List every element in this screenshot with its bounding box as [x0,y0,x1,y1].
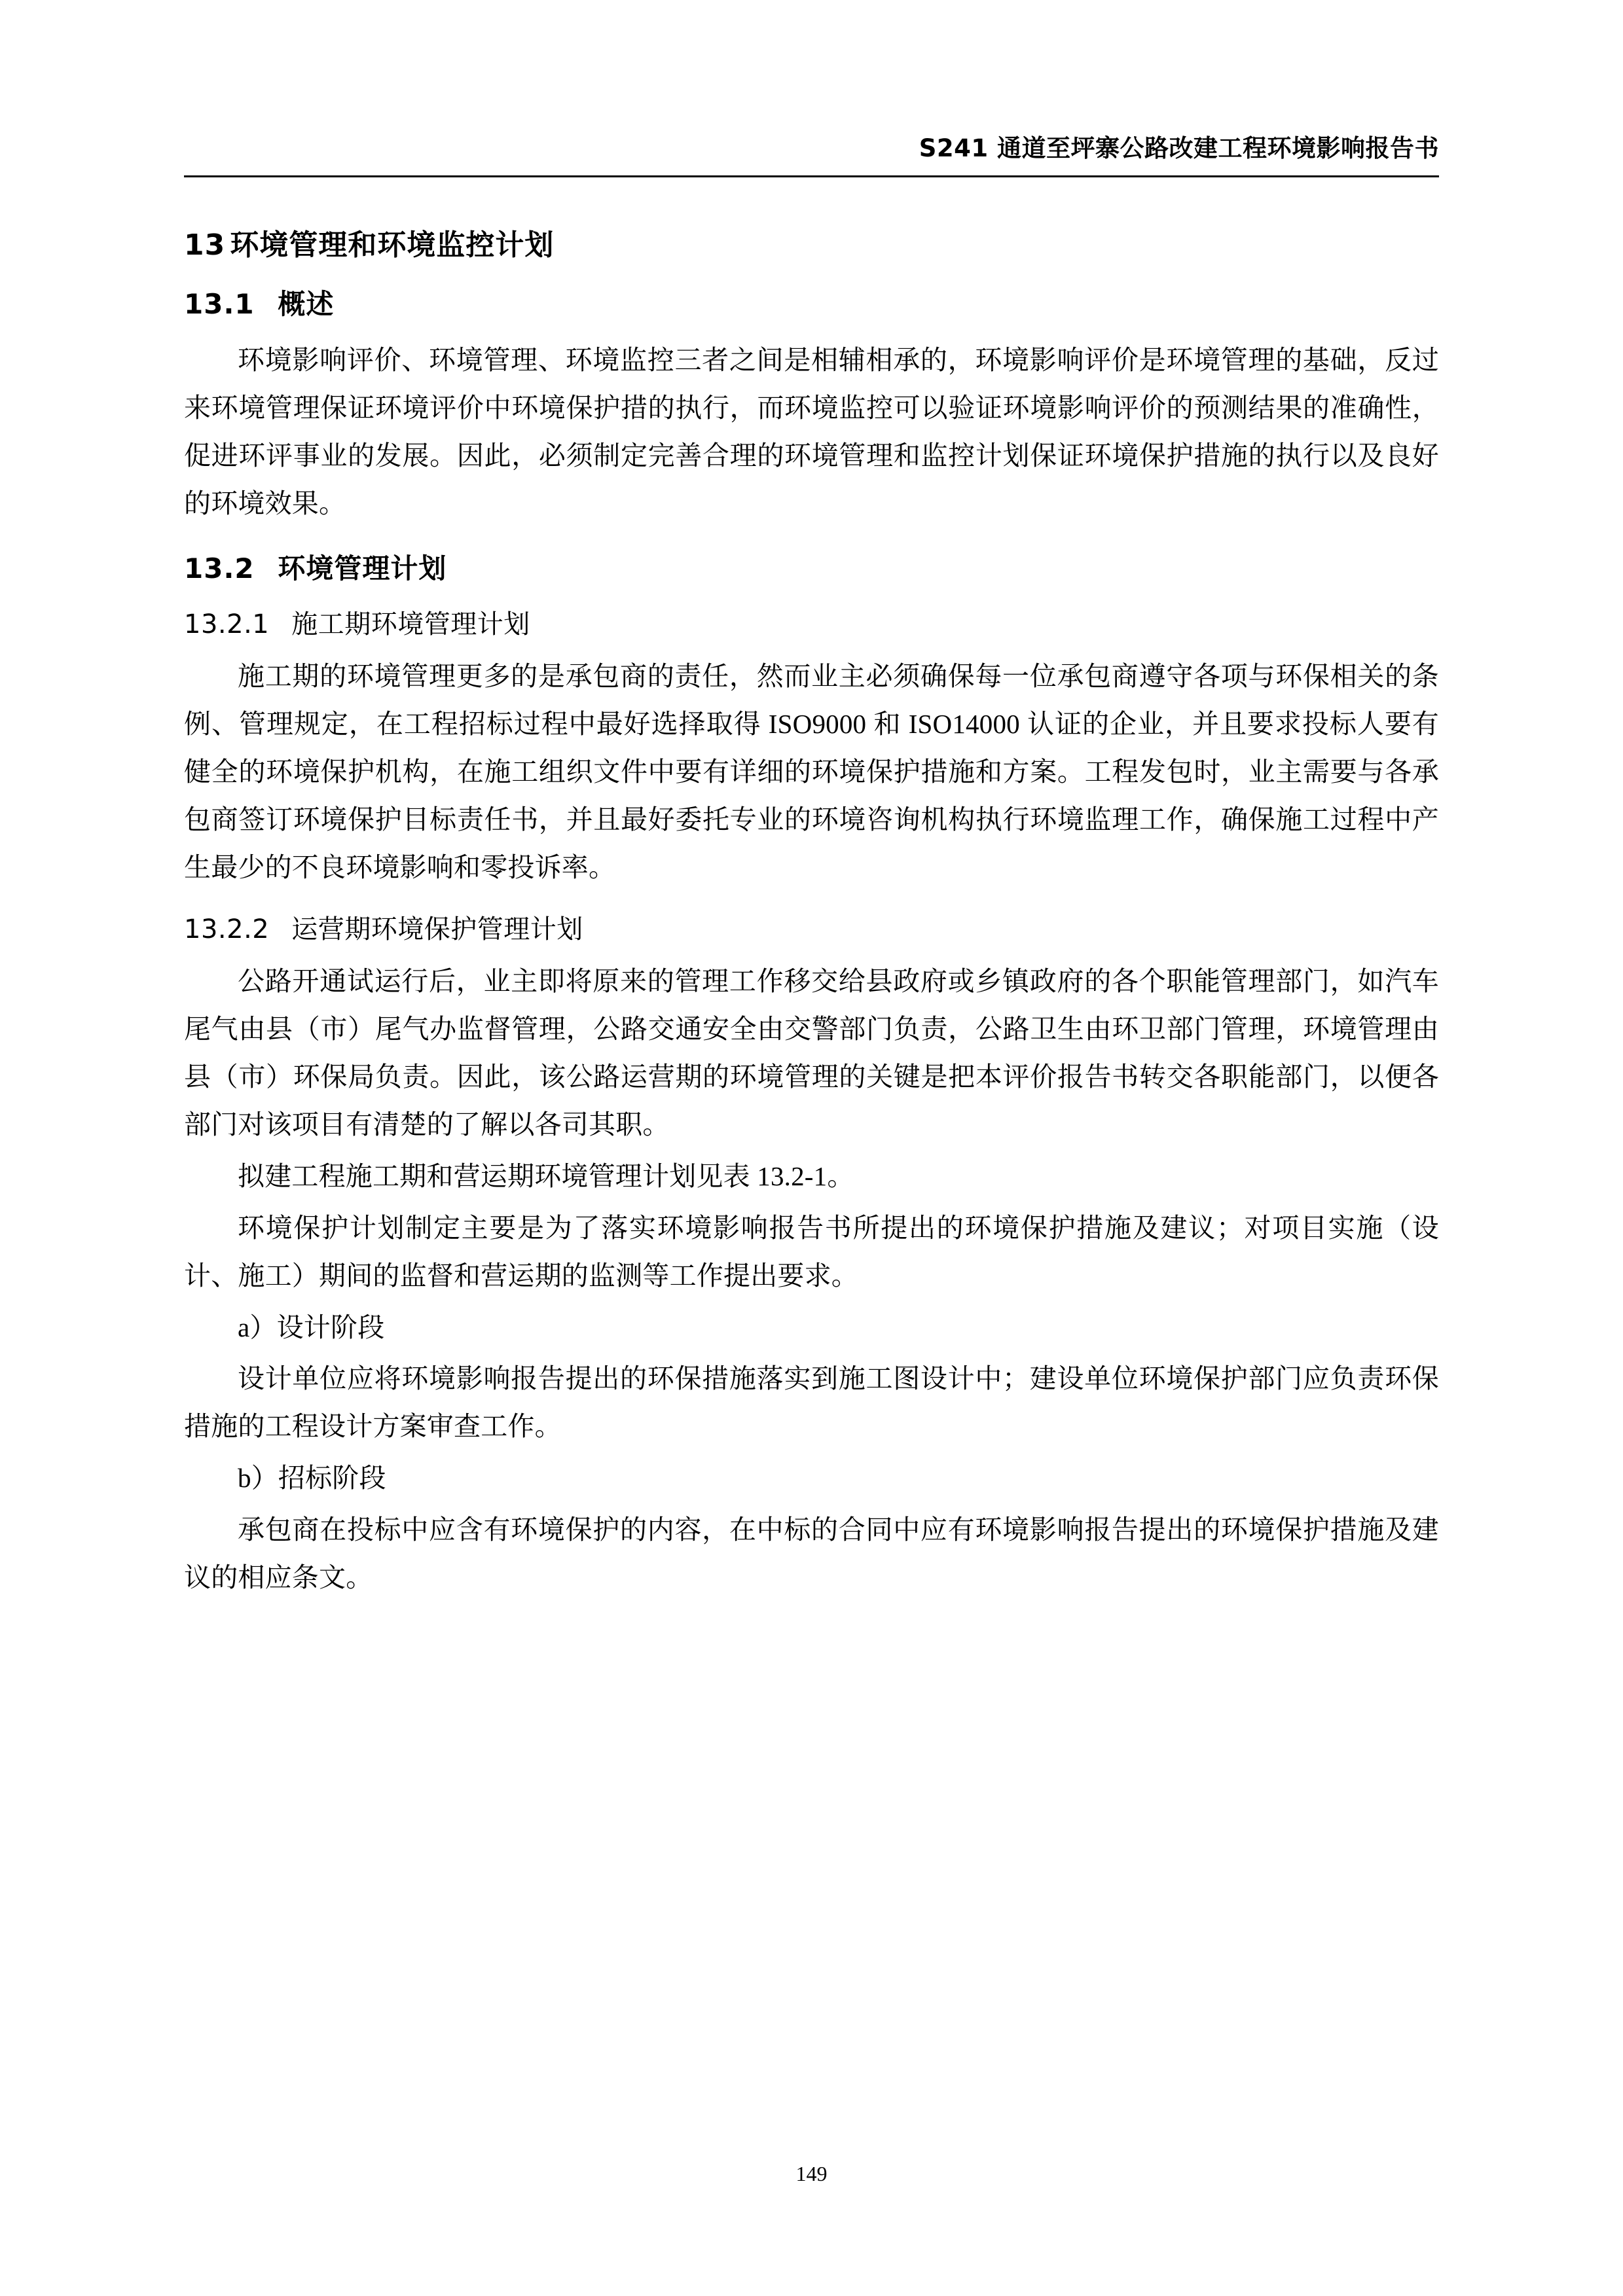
subsection-title-13-2-2: 运营期环境保护管理计划 [291,914,583,944]
page-footer [0,2162,1623,2186]
subsection-heading-13-2-1 [184,603,1439,641]
subsection-number-13-2-2: 13.2.2 [184,914,270,944]
header-divider [184,175,1439,177]
list-item-design-phase: a）设计阶段 [238,1312,385,1342]
chapter-title: 环境管理和环境监控计划 [230,228,555,262]
subsection-title-13-2-1: 施工期环境管理计划 [291,609,530,639]
paragraph-bidding-phase-detail: 承包商在投标中应含有环境保护的内容，在中标的合同中应有环境影响报告提出的环境保护措施及建议的相应条文。 [184,1515,1439,1593]
chapter-heading [184,221,1439,263]
paragraph-design-phase-detail: 设计单位应将环境影响报告提出的环保措施落实到施工图设计中；建设单位环境保护部门应负责环保措施的工程设计方案审查工作。 [184,1363,1439,1442]
section-number-13-2: 13.2 [184,552,255,584]
subsection-number-13-2-1: 13.2.1 [184,609,270,639]
page-number: 149 [795,2162,828,2185]
chapter-number: 13 [184,228,226,262]
running-title: S241 通道至坪寨公路改建工程环境影响报告书 [919,134,1439,162]
paragraph-13-2-2-3: 环境保护计划制定主要是为了落实环境影响报告书所提出的环境保护措施及建议；对项目实施（设计、施工）期间的监督和营运期的监测等工作提出要求。 [184,1212,1439,1291]
section-heading-13-2 [184,547,1439,586]
paragraph-13-2-2-2: 拟建工程施工期和营运期环境管理计划见表 13.2-1。 [238,1160,854,1191]
section-heading-13-1 [184,283,1439,322]
section-title-13-1: 概述 [278,288,335,320]
paragraph-13-2-1-1: 施工期的环境管理更多的是承包商的责任，然而业主必须确保每一位承包商遵守各项与环保相关的条例、管理规定，在工程招标过程中最好选择取得 ISO9000 和 ISO14000 认证的企业，并且要求投标人要有健全的环境保护机构，在施工组织文件中要有详细的环境保护措施和方案。工程发包时，业主需要与各承包商签订环境保护目标责任书，并且最好委托专业的环境咨询机构执行环境监理工作，确保施工过程中产生最少的不良环境影响和零投诉率。 [184,660,1439,882]
section-number-13-1: 13.1 [184,288,255,320]
list-item-bidding-phase: b）招标阶段 [238,1463,386,1494]
page-header [184,128,1439,178]
subsection-heading-13-2-2 [184,908,1439,946]
page-content [184,203,1439,1605]
paragraph-13-1-1: 环境影响评价、环境管理、环境监控三者之间是相辅相承的，环境影响评价是环境管理的基础，反过来环境管理保证环境评价中环境保护措的执行，而环境监控可以验证环境影响评价的预测结果的准确性，促进环评事业的发展。因此，必须制定完善合理的环境管理和监控计划保证环境保护措施的执行以及良好的环境效果。 [184,345,1439,518]
section-title-13-2: 环境管理计划 [278,552,447,584]
paragraph-13-2-2-1: 公路开通试运行后，业主即将原来的管理工作移交给县政府或乡镇政府的各个职能管理部门，如汽车尾气由县（市）尾气办监督管理，公路交通安全由交警部门负责，公路卫生由环卫部门管理，环境管理由县（市）环保局负责。因此，该公路运营期的环境管理的关键是把本评价报告书转交各职能部门，以便各部门对该项目有清楚的了解以各司其职。 [184,965,1439,1139]
